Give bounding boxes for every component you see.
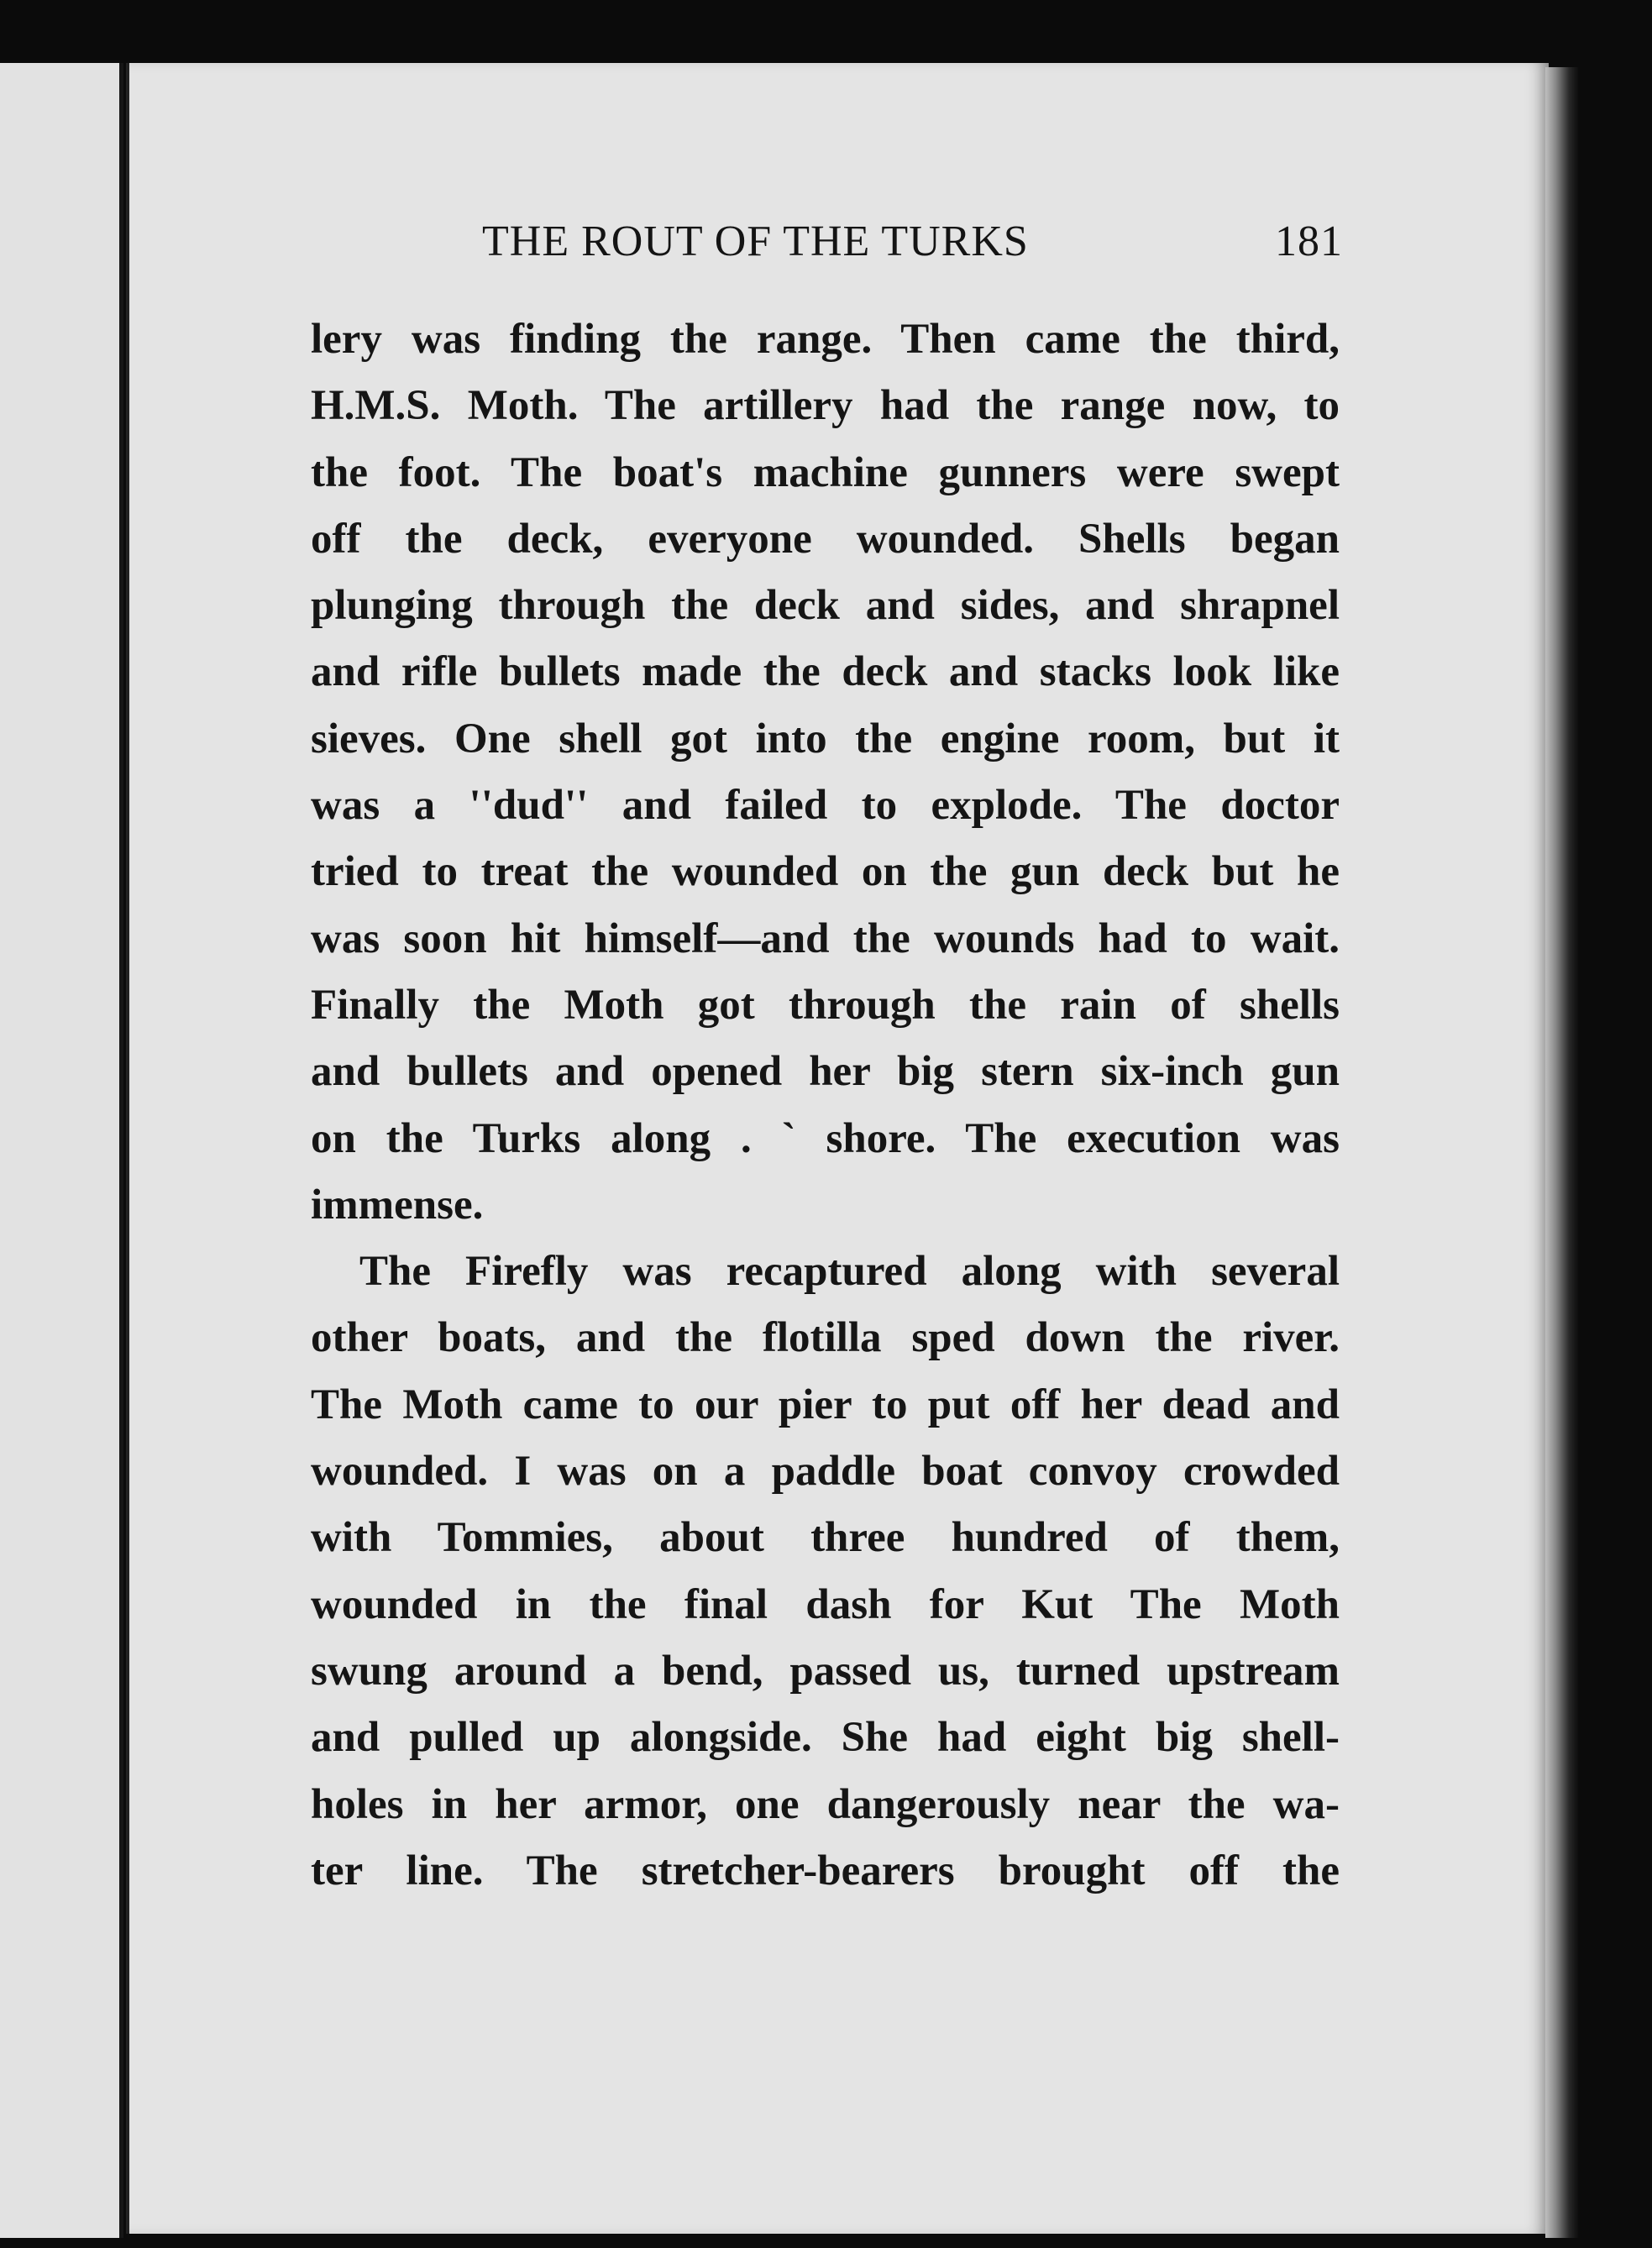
text-line: was soon hit himself—and the wounds had to wait.	[311, 914, 1340, 962]
text-line: lery was finding the range. Then came the third,	[311, 316, 1340, 363]
page-number: 181	[1275, 217, 1343, 265]
running-head-title: THE ROUT OF THE TURKS	[482, 217, 1029, 265]
text-line: tried to treat the wounded on the gun deck but he	[311, 848, 1340, 896]
text-line: swung around a bend, passed us, turned upstream	[311, 1647, 1340, 1695]
text-line: and pulled up alongside. She had eight big shell-	[311, 1714, 1340, 1762]
text-line: plunging through the deck and sides, and shrapnel	[311, 582, 1340, 630]
text-line: The Moth came to our pier to put off her dead and	[311, 1381, 1340, 1428]
text-line: wounded. I was on a paddle boat convoy crowded	[311, 1448, 1340, 1496]
running-head	[482, 217, 1343, 275]
text-line: other boats, and the flotilla sped down the river.	[311, 1314, 1340, 1362]
text-line: was a ''dud'' and failed to explode. The doctor	[311, 782, 1340, 830]
body-text	[311, 307, 1340, 1905]
text-line: Finally the Moth got through the rain of shells	[311, 981, 1340, 1029]
text-line: ter line. The stretcher-bearers brought off the	[311, 1847, 1340, 1894]
text-line: the foot. The boat's machine gunners were swept	[311, 448, 1340, 496]
text-line: immense.	[311, 1181, 484, 1229]
text-line: on the Turks along . ` shore. The execution was	[311, 1114, 1340, 1162]
text-line: off the deck, everyone wounded. Shells began	[311, 515, 1340, 563]
text-line: and bullets and opened her big stern six-inch gun	[311, 1048, 1340, 1096]
page-shadow-edge	[1545, 67, 1579, 2238]
text-line: sieves. One shell got into the engine room, but it	[311, 715, 1340, 762]
text-line: H.M.S. Moth. The artillery had the range now, to	[311, 382, 1340, 430]
text-line: wounded in the final dash for Kut The Moth	[311, 1580, 1340, 1628]
text-line: The Firefly was recaptured along with several	[359, 1248, 1340, 1296]
text-line: holes in her armor, one dangerously near the wa-	[311, 1780, 1340, 1828]
facing-page-edge	[0, 63, 123, 2238]
text-line: and rifle bullets made the deck and stacks look like	[311, 648, 1340, 696]
text-line: with Tommies, about three hundred of them,	[311, 1514, 1340, 1562]
